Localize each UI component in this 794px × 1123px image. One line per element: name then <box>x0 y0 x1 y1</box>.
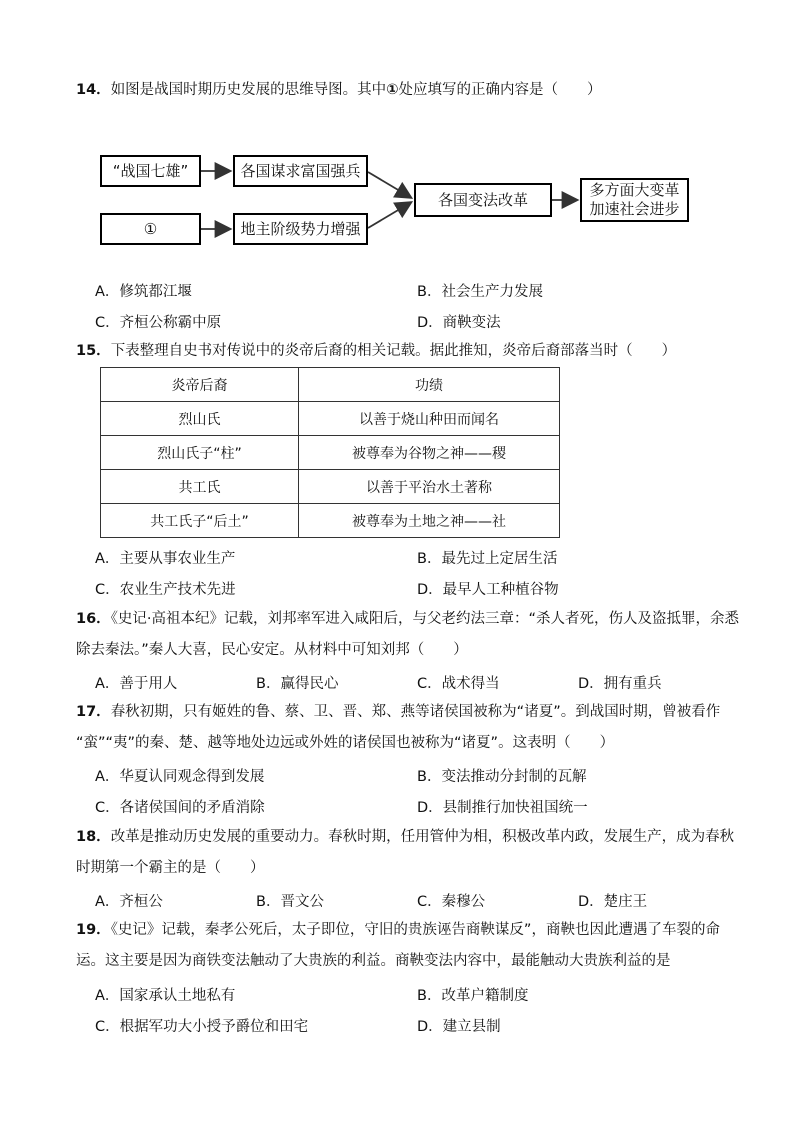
diagram-box-landlord: 地主阶级势力增强 <box>233 213 368 245</box>
question-number: 16． <box>76 611 111 627</box>
question-line: 运。这主要是因为商铁变法触动了大贵族的利益。商鞅变法内容中，最能触动大贵族利益的是 <box>76 953 671 969</box>
table-header-cell: 功绩 <box>299 368 560 402</box>
question-19 <box>76 915 744 977</box>
question-line <box>76 915 744 946</box>
question-number: 19． <box>76 922 111 938</box>
question-text: 《史记》记载，秦孝公死后，太子即位，守旧的贵族诬告商鞅谋反”，商鞅也因此遭遇了车裂的命 <box>110 922 720 938</box>
q14-option-d[interactable]: D．商鞅变法 <box>417 315 501 331</box>
question-number: 18． <box>76 829 111 845</box>
q18-option-a[interactable]: A．齐桓公 <box>95 894 163 910</box>
q16-option-a[interactable]: A．善于用人 <box>95 676 178 692</box>
question-text: 改革是推动历史发展的重要动力。春秋时期，任用管仲为相，积极改革内政，发展生产，成为春秋 <box>110 829 735 845</box>
table-header-cell: 炎帝后裔 <box>101 368 299 402</box>
q16-option-c[interactable]: C．战术得当 <box>417 676 500 692</box>
q17-option-b[interactable]: B．变法推动分封制的瓦解 <box>417 769 587 785</box>
question-line <box>76 697 744 728</box>
table-row <box>101 470 560 504</box>
q14-option-a[interactable]: A．修筑都江堰 <box>95 284 192 300</box>
question-16 <box>76 604 744 666</box>
question-text: 下表整理自史书对传说中的炎帝后裔的相关记载。据此推知，炎帝后裔部落当时（ ） <box>110 343 677 359</box>
question-text: 春秋初期，只有姬姓的鲁、蔡、卫、晋、郑、燕等诸侯国被称为“诸夏”。到战国时期，曾被看作 <box>110 704 721 720</box>
question-number: 14． <box>76 82 111 98</box>
table-cell: 以善于平治水土著称 <box>299 470 560 504</box>
q19-option-a[interactable]: A．国家承认土地私有 <box>95 988 236 1004</box>
q17-option-c[interactable]: C．各诸侯国间的矛盾消除 <box>95 800 265 816</box>
table-header-row <box>101 368 560 402</box>
diagram-arrows <box>0 0 794 300</box>
diagram-box-progress-line2: 加速社会进步 <box>589 200 680 218</box>
q19-option-c[interactable]: C．根据军功大小授予爵位和田宅 <box>95 1019 309 1035</box>
diagram-box-progress <box>580 178 689 222</box>
q15-option-c[interactable]: C．农业生产技术先进 <box>95 582 236 598</box>
table-cell: 烈山氏子“柱” <box>101 436 299 470</box>
table-cell: 共工氏子“后土” <box>101 504 299 538</box>
table-row <box>101 436 560 470</box>
q14-option-b[interactable]: B．社会生产力发展 <box>417 284 543 300</box>
diagram-box-wealth-army: 各国谋求富国强兵 <box>233 155 368 187</box>
question-15 <box>76 336 744 367</box>
diagram-box-progress-line1: 多方面大变革 <box>589 181 680 199</box>
table-cell: 被尊奉为土地之神——社 <box>299 504 560 538</box>
table-row <box>101 402 560 436</box>
q15-option-a[interactable]: A．主要从事农业生产 <box>95 551 236 567</box>
table-cell: 共工氏 <box>101 470 299 504</box>
q15-option-b[interactable]: B．最先过上定居生活 <box>417 551 558 567</box>
question-line: 时期第一个霸主的是（ ） <box>76 860 265 876</box>
q17-option-d[interactable]: D．县制推行加快祖国统一 <box>417 800 588 816</box>
q18-option-d[interactable]: D．楚庄王 <box>578 894 648 910</box>
table-cell: 被尊奉为谷物之神——稷 <box>299 436 560 470</box>
question-line: 除去秦法。”秦人大喜，民心安定。从材料中可知刘邦（ ） <box>76 642 468 658</box>
diagram-box-blank-1: ① <box>100 213 201 245</box>
descendants-table <box>100 367 560 538</box>
table-row <box>101 504 560 538</box>
question-text-cont: 处应填写的正确内容是（ ） <box>398 82 602 98</box>
q19-option-b[interactable]: B．改革户籍制度 <box>417 988 529 1004</box>
table-cell: 烈山氏 <box>101 402 299 436</box>
q18-option-c[interactable]: C．秦穆公 <box>417 894 486 910</box>
q14-option-c[interactable]: C．齐桓公称霸中原 <box>95 315 222 331</box>
question-number: 17． <box>76 704 111 720</box>
question-text: 如图是战国时期历史发展的思维导图。其中 <box>110 82 387 98</box>
question-line <box>76 822 744 853</box>
diagram-box-seven-states: “战国七雄” <box>100 155 201 187</box>
question-number: 15． <box>76 343 111 359</box>
table-cell: 以善于烧山种田而闻名 <box>299 402 560 436</box>
question-line <box>76 604 744 635</box>
q16-option-b[interactable]: B．赢得民心 <box>256 676 339 692</box>
circled-number: ① <box>386 82 399 98</box>
q15-option-d[interactable]: D．最早人工种植谷物 <box>417 582 559 598</box>
q17-option-a[interactable]: A．华夏认同观念得到发展 <box>95 769 265 785</box>
q18-option-b[interactable]: B．晋文公 <box>256 894 324 910</box>
q16-option-d[interactable]: D．拥有重兵 <box>578 676 662 692</box>
question-text: 《史记·高祖本纪》记载，刘邦率军进入咸阳后，与父老约法三章：“杀人者死，伤人及盗抵罪，余悉 <box>110 611 740 627</box>
question-17 <box>76 697 744 759</box>
question-18 <box>76 822 744 884</box>
diagram-box-reform: 各国变法改革 <box>414 183 552 217</box>
q19-option-d[interactable]: D．建立县制 <box>417 1019 501 1035</box>
question-line: “蛮”“夷”的秦、楚、越等地处边远或外姓的诸侯国也被称为“诸夏”。这表明（ ） <box>76 735 615 751</box>
